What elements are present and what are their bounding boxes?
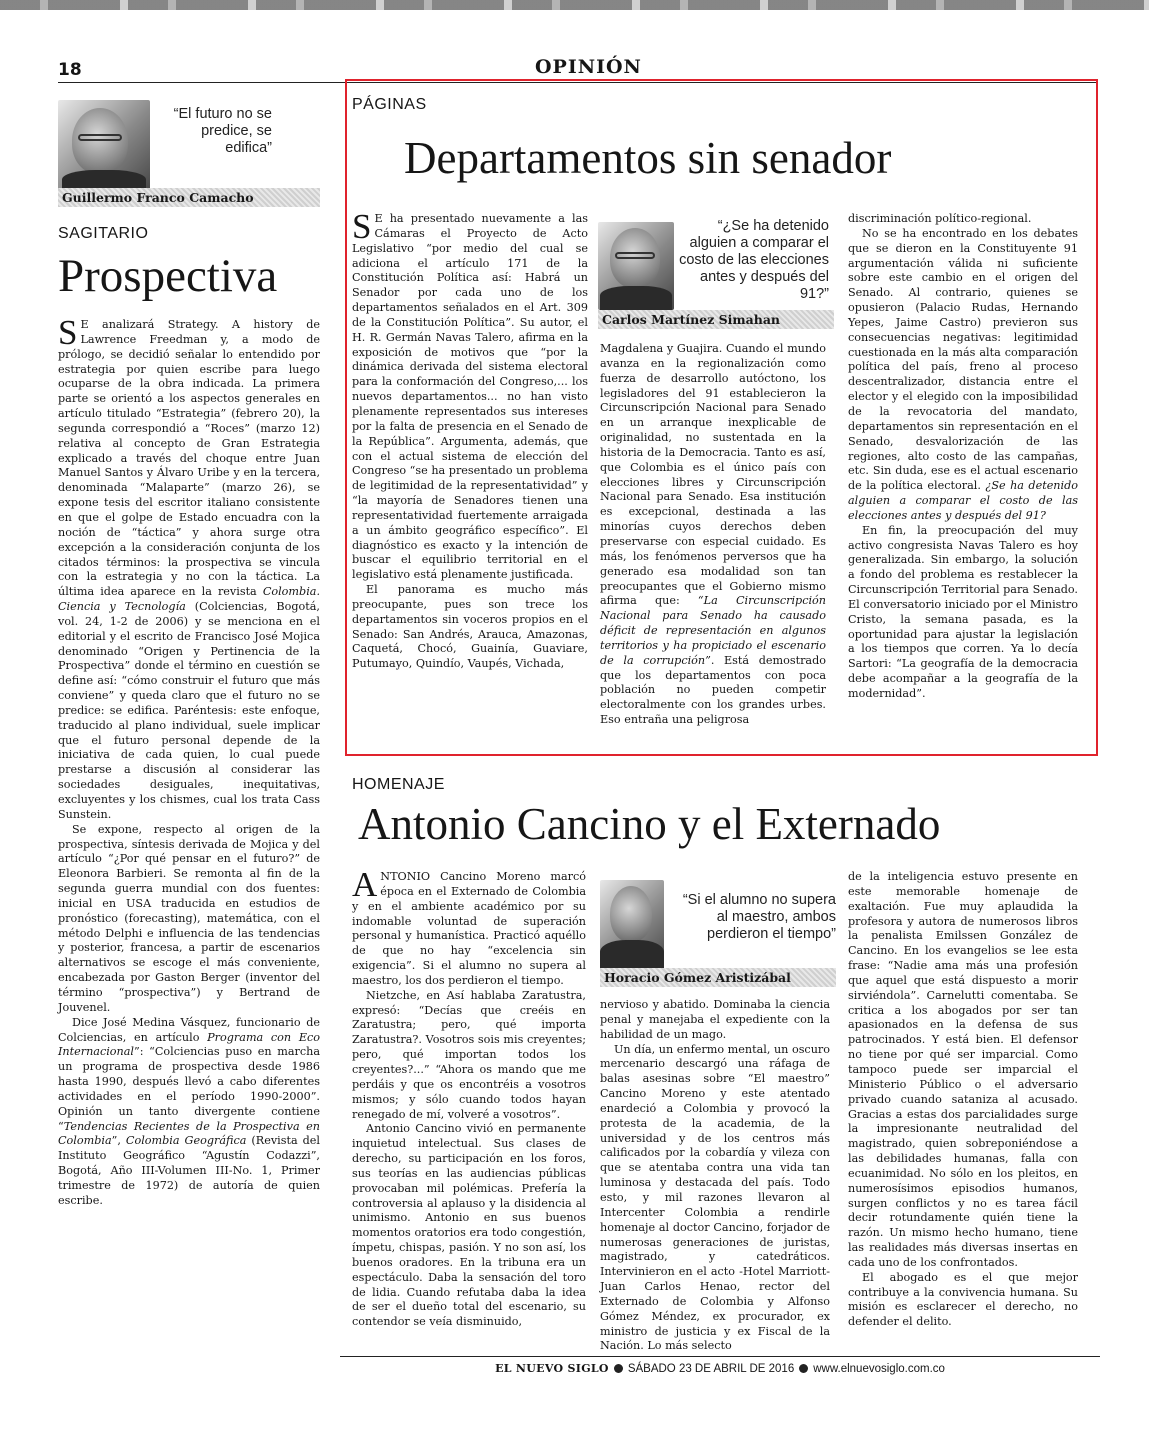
article-kicker: HOMENAJE: [352, 776, 445, 793]
article-body: [58, 313, 320, 1209]
paragraph: Se expone, respecto al origen de la prospectiva, síntesis derivada de Mojica y del artículo “¿Por qué pensar en el futuro?” de Eleonora Barbieri. Se remonta al fin de la segunda guerra mundial con dos fuentes: inicial en USA traducida en estudios de pronóstico (forecasting), matemática, con el método Delphi e influencia de las tendencias y posterior, francesa, a partir de escenarios alternativos se escoge el más conveniente, encabezada por Gaston Berger (inventor del término “prospectiva”) y Bertrand de Jouvenel.: [58, 822, 320, 1014]
article-headline: Departamentos sin senador: [404, 133, 892, 183]
article-column-1: [352, 865, 586, 1330]
paragraph: Dice José Medina Vásquez, funcionario de Colciencias, en artículo Programa con Eco Internacional”: “Colciencias puso en marcha un programa de prospectiva desde 1986 hasta 1990, después llevó a cabo diferentes actividades en el período 1990-2000”. Opinión un tanto divergente contiene “Tendencias Recientes de la Prospectiva en Colombia”, Colombia Geográfica (Revista del Instituto Geográfico “Agustín Codazzi”, Bogotá, Año III-Volumen III-No. 1, Primer trimestre de 1972) de autoría de quien escribe.: [58, 1015, 320, 1207]
paragraph: En fin, la preocupación del muy activo congresista Navas Talero es hoy generalizada. Sin embargo, la solución a fondo del problema es restablecer la Circunscripción Territorial para Senado. El conversatorio iniciado por el Ministro Cristo, la semana pasada, es la oportunidad para ajustar la legislación a los tiempos que corren. Ya lo decía Sartori: “La geografía de la democracia debe acompañar a la geografía de la modernidad”.: [848, 523, 1078, 700]
section-title: OPINIÓN: [535, 56, 642, 78]
pull-quote: “¿Se ha detenido alguien a comparar el costo de las elecciones antes y después del 91?”: [679, 218, 829, 302]
author-photo: [598, 222, 674, 310]
page-number: 18: [58, 60, 82, 80]
paragraph: [352, 207, 588, 583]
top-strip: [0, 0, 1149, 10]
drop-cap: S: [58, 313, 78, 352]
paragraph: El abogado es el que mejor contribuye a la convivencia humana. Su misión es esclarecer el derecho, no defender el delito.: [848, 1270, 1078, 1329]
article-column-2: [600, 998, 830, 1354]
paragraph-text: E analizará Strategy. A history de Lawrence Freedman y, a modo de prólogo, se decidió señalar lo entendido por estrategia por quien escribe para luego ocuparse de la obra indicada. La primera parte se orientó a los aspectos generales en artículo titulado “Estrategia” (febrero 20), la segunda correspondió a “Roces” (marzo 12) relativa al concepto de Gran Estrategia explicado a través del choque entre Juan Manuel Santos y Álvaro Uribe y en la tercera, denominada “Malaparte” (marzo 26), se expone tesis del escritor italiano consistente en que el golpe de Estado encuadra con la noción de “táctica” y ahora surge otra excepción a la consideración conjunta de los citados términos: la prospectiva se vincula con la estrategia y no con la táctica. La última idea aparece en la revista Colombia. Ciencia y Tecnología (Colciencias, Bogotá, vol. 24, 1-2 de 2006) y se menciona en el editorial y el escrito de Francisco José Mojica denominado “Origen y Pertinencia de la Prospectiva” donde el término en cuestión se define así: “cómo construir el futuro que más conviene” y queda claro que el futuro no se predice: se edifica. Paréntesis: este enfoque, traducido al plano individual, suele implicar que el futuro personal depende de la iniciativa de cada quien, lo cual puede prestarse a discusión al considerar las sociedades desiguales, inequitativas, excluyentes y los chismes, cual los trata Cass Sunstein.: [58, 318, 320, 821]
paragraph: nervioso y abatido. Dominaba la ciencia penal y manejaba el expediente con la habilidad de un mago.: [600, 998, 830, 1041]
paragraph: El panorama es mucho más preocupante, pues son trece los departamentos sin voceros propios en el Senado: San Andrés, Arauca, Amazonas, Caquetá, Chocó, Guainía, Guaviare, Putumayo, Quindío, Vaupés, Vichada,: [352, 583, 588, 671]
article-column-2: [600, 342, 826, 728]
author-byline: Carlos Martínez Simahan: [598, 310, 834, 329]
paragraph: No se ha encontrado en los debates que se dieron en la Constituyente 91 argumentación válida ni suficiente sobre este cambio en el origen del Senado. Al contrario, quienes se opusieron (Palacio Rudas, Hernando Yepes, Jaime Castro) previeron sus consecuencias negativas: legitimidad cuestionada en la más alta comparación política del país, freno al proceso descentralizador, distancia entre el elector y el elegido con la imposibilidad de la revocatoria del mandato, departamentos sin representación en el Senado, desvalorización de las regiones, alto costo de las campañas, etc. Sin duda, ese es el actual escenario de la política electoral. ¿Se ha detenido alguien a comparar el costo de las elecciones antes y después del 91?: [848, 226, 1078, 522]
column-kicker: SAGITARIO: [58, 225, 149, 242]
paragraph-text: NTONIO Cancino Moreno marcó época en el Externado de Colombia y en el ambiente académico por su indomable voluntad de superación personal y humanística. Practicó aquéllo de que no hay “excelencia sin exigencia”. Si el alumno no supera al maestro, los dos perdieron el tiempo.: [352, 870, 586, 987]
bullet-icon: [799, 1364, 808, 1373]
paragraph: [58, 313, 320, 823]
paragraph: Antonio Cancino vivió en permanente inquietud intelectual. Sus clases de derecho, su participación en los foros, sus teorías en las audiencias públicas provocaban mil polémicas. Prefería la controversia al aplauso y la disidencia al unimismo. Antonio en sus buenos momentos oratorios era todo congestión, ímpetu, chispas, pasión. Y no son así, los buenos oradores. En la tribuna era un espectáculo. Daba la sensación del toro de lidia. Cuando refutaba daba la idea de ser el dueño total del escenario, su contendor se veía disminuido,: [352, 1122, 586, 1329]
pull-quote: “El futuro no se predice, se edifica”: [173, 106, 272, 156]
paragraph-text: E ha presentado nuevamente a las Cámaras el Proyecto de Acto Legislativo “por medio del cual se adiciona el artículo 171 de la Constitución Política así: Habrá un Senador por cada uno de los departamentos señalados en el Art. 309 de la Constitución Política”. Su autor, el H. R. Germán Navas Talero, afirma en la exposición de motivos que “por la dinámica derivada del sistema electoral para la conformación del Congreso,... los nuevos departamentos... no han visto plenamente representados sus intereses por la falta de presencia en el Senado de la República”. Argumenta, además, que con el actual sistema de elección del Congreso “se ha presentado un problema de legitimidad de la representatividad” y “la mayoría de Senadores tienen una representatividad fuertemente arraigada a un ámbito geográfico específico”. El diagnóstico es exacto y la intención de buscar el equilibrio territorial en el legislativo está plenamente justificada.: [352, 212, 588, 582]
footer-date: SÁBADO 23 DE ABRIL DE 2016: [627, 1363, 795, 1375]
article-column-3: [848, 870, 1078, 1330]
article-headline: Antonio Cancino y el Externado: [358, 799, 941, 849]
drop-cap: A: [352, 865, 378, 904]
page-footer: [340, 1362, 1100, 1375]
pull-quote: “Si el alumno no supera al maestro, ambos perdieron el tiempo”: [682, 892, 836, 942]
paragraph: Nietzche, en Así hablaba Zaratustra, expresó: “Decías que creéis en Zaratustra; pero, qué importa Zaratustra?. Vosotros sois mis creyentes; pero, qué importan todos los creyentes?...” “Ahora os mando que me perdáis y que os encontréis a vosotros mismos; y sólo cuando todos hayan renegado de mí, volveré a vosotros”.: [352, 988, 586, 1121]
article-headline: Prospectiva: [58, 250, 278, 302]
paragraph: discriminación político-regional.: [848, 212, 1032, 225]
paragraph: Un día, un enfermo mental, un oscuro mercenario descargó una ráfaga de balas asesinas sobre “El maestro” Cancino Moreno y este atentado enardeció a Colombia y provocó la protesta de la academia, de la universidad y de los centros más calificados por la cobardía y vileza con que se atentaba contra una vida tan luminosa y destacada del país. Todo esto, y mil razones llevaron al Intercenter Colombia a rendirle homenaje al doctor Cancino, forjador de numerosas generaciones de juristas, magistrado, y catedráticos. Intervinieron en el acto -Hotel Marriott- Juan Carlos Henao, rector del Externado de Colombia y Alfonso Gómez Méndez, ex procurador, ex ministro de justicia y ex Fiscal de la Nación. Lo más selecto: [600, 1042, 830, 1353]
footer-rule: [340, 1356, 1100, 1357]
drop-cap: S: [352, 207, 372, 246]
bullet-icon: [614, 1364, 623, 1373]
article-column-3: [848, 212, 1078, 702]
author-photo: [58, 100, 150, 194]
article-kicker: PÁGINAS: [352, 96, 427, 113]
author-byline: Horacio Gómez Aristizábal: [600, 968, 836, 987]
newspaper-logo: EL NUEVO SIGLO: [495, 1362, 609, 1375]
author-photo: [600, 880, 664, 970]
paragraph: de la inteligencia estuvo presente en este memorable homenaje de exaltación. Fue muy aplaudida la profesora y autora de numerosos libros la penalista Emilssen González de Cancino. En los evangelios se lee esta frase: “Nadie ama más una profesión que aquel que está dispuesto a morir sirviéndola”. Carnelutti comentaba. Se critica a los abogados por ser tan apasionados en la defensa de sus patrocinados. Y está bien. El defensor no tiene por qué ser imparcial. Como tampoco puede ser imparcial el Ministerio Público o el adversario privado cuando sataniza al acusado. Gracias a estas dos parcialidades surge la impresionante neutralidad del magistrado, quien sobreponiéndose a las debilidades humanas, falla con ecuanimidad. No sólo en los pleitos, en numerosísimos episodios humanos, surgen conflictos y no es tarea fácil decir rotundamente quién tiene la razón. Un mismo hecho humano, tiene las realidades más diversas insertas en cada uno de los confrontados.: [848, 870, 1078, 1269]
article-column-1: [352, 207, 588, 672]
paragraph: Magdalena y Guajira. Cuando el mundo avanza en la regionalización como fuerza de desarrollo autóctono, los legisladores del 91 establecieron la Circunscripción Nacional para Senado en un arranque inexplicable de originalidad, no sustentada en la historia de la Democracia. Tanto es así, que Colombia es el único país con elecciones libres y Circunscripción Nacional para Senado. Esa institución es excepcional, destinada a las minorías cuyos derechos deben preservarse con especial cuidado. Es más, los fenómenos perversos que ha generado esa modalidad son tan preocupantes que el Gobierno mismo afirma que: “La Circunscripción Nacional para Senado ha causado déficit de representación en algunos territorios y ha propiciado el escenario de la corrupción”. Está demostrado que los departamentos con poca población no pueden competir electoralmente con los grandes urbes. Eso entraña una peligrosa: [600, 342, 826, 727]
paragraph: [352, 865, 586, 989]
author-byline: Guillermo Franco Camacho: [58, 188, 320, 207]
footer-url[interactable]: www.elnuevosiglo.com.co: [813, 1363, 945, 1375]
